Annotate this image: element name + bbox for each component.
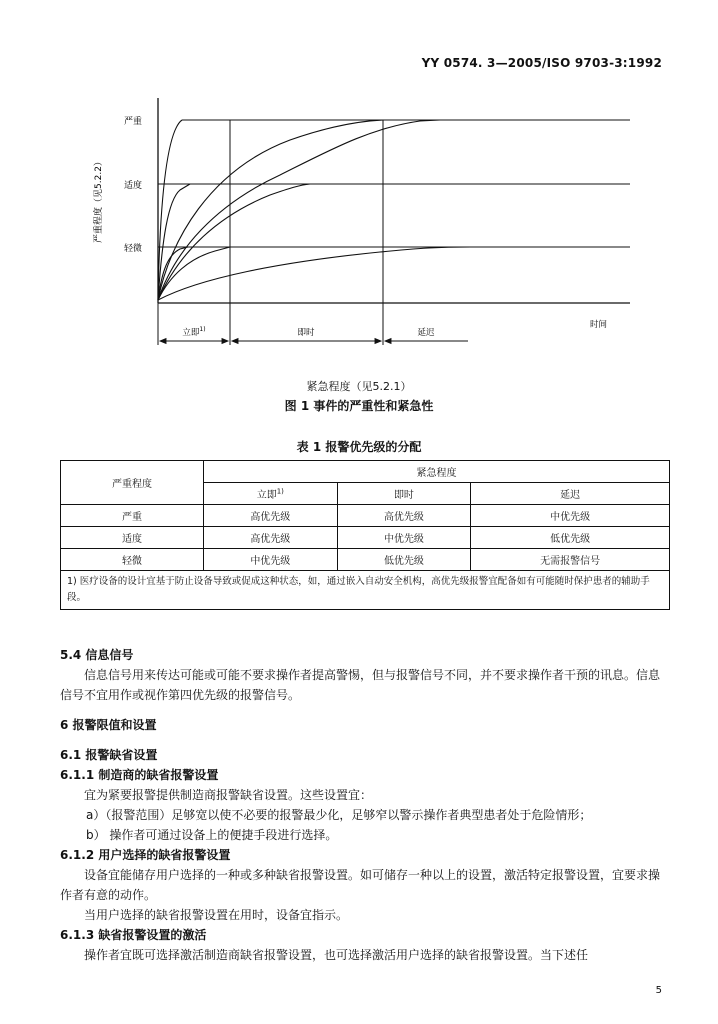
row-severity: 严重: [61, 505, 204, 527]
table-caption: 表 1 报警优先级的分配: [296, 440, 422, 454]
urgency-superscript: 1): [199, 326, 206, 333]
table-footnote: 1) 医疗设备的设计宜基于防止设备导致或促成这种状态，如，通过嵌入自动安全机构，高优先级报警宜配备如有可能随时保护患者的辅助手段。: [61, 571, 670, 610]
severity-urgency-figure: [0, 0, 718, 400]
urgency-note: 紧急程度（见5.2.1）: [306, 380, 412, 393]
page-number: 5: [655, 985, 662, 996]
curve-minor-prompt: [158, 247, 230, 300]
y-axis-label: 严重程度（见5.2.2）: [94, 157, 104, 243]
table-cell: 低优先级: [337, 549, 471, 571]
alarm-priority-table: [60, 460, 670, 610]
row-severity: 轻微: [61, 549, 204, 571]
section-heading: 6 报警限值和设置: [60, 718, 157, 732]
paragraph: 操作者宜既可选择激活制造商缺省报警设置，也可选择激活用户选择的缺省报警设置。当下述任: [84, 948, 589, 962]
table-row: [61, 549, 670, 571]
standard-code: YY 0574. 3—2005/ISO 9703-3:1992: [421, 56, 662, 70]
paragraph: 信息信号用来传达可能或可能不要求操作者提高警惕，但与报警信号不同，并不要求操作者干预的讯息。信息信号不宜用作或视作第四优先级的报警信号。: [60, 668, 661, 702]
col-header-severity: 严重程度: [61, 461, 204, 505]
level-label-moderate: 适度: [123, 181, 142, 191]
paragraph: 当用户选择的缺省报警设置在用时，设备宜指示。: [84, 908, 349, 922]
section-heading: 6.1.1 制造商的缺省报警设置: [60, 768, 219, 782]
section-heading: 5.4 信息信号: [60, 648, 134, 662]
level-label-severe: 严重: [123, 117, 142, 127]
col-header-urgency: 紧急程度: [204, 461, 670, 483]
table-header-row: [61, 461, 670, 483]
urgency-label-delayed: 延迟: [417, 328, 435, 338]
section-heading: 6.1.3 缺省报警设置的激活: [60, 928, 207, 942]
figure-caption: 图 1 事件的严重性和紧急性: [284, 399, 434, 413]
body-text: [60, 645, 670, 965]
paragraph: 设备宜能储存用户选择的一种或多种缺省报警设置。如可储存一种以上的设置，激活特定报警设置，宜要求操作者有意的动作。: [60, 868, 661, 902]
table-row: [61, 527, 670, 549]
col-header-immediate: [204, 483, 338, 505]
table-row: [61, 505, 670, 527]
table-cell: 高优先级: [204, 527, 338, 549]
table-cell: 中优先级: [471, 505, 670, 527]
col-header-immediate-text: 立即: [256, 490, 277, 501]
curve-severe-prompt: [158, 120, 383, 300]
col-header-superscript: 1): [276, 487, 284, 496]
level-label-minor: 轻微: [123, 244, 142, 254]
urgency-label-prompt: 即时: [297, 328, 315, 338]
section-heading: 6.1.2 用户选择的缺省报警设置: [60, 848, 231, 862]
urgency-label-immediate-text: 立即: [182, 328, 200, 338]
section-heading: 6.1 报警缺省设置: [60, 748, 158, 762]
list-item: b） 操作者可通过设备上的便捷手段进行选择。: [86, 828, 338, 842]
table-footnote-row: [61, 571, 670, 610]
table-cell: 中优先级: [337, 527, 471, 549]
list-item: a）（报警范围）足够宽以使不必要的报警最少化，足够窄以警示操作者典型患者处于危险情形；: [86, 808, 592, 822]
row-severity: 适度: [61, 527, 204, 549]
table-cell: 中优先级: [204, 549, 338, 571]
table-cell: 高优先级: [204, 505, 338, 527]
x-axis-label: 时间: [590, 320, 608, 330]
paragraph: 宜为紧要报警提供制造商报警缺省设置。这些设置宜：: [84, 788, 373, 802]
urgency-label-immediate: [182, 326, 205, 338]
table-cell: 无需报警信号: [471, 549, 670, 571]
curve-severe-delayed: [158, 120, 440, 300]
col-header-prompt: 即时: [337, 483, 471, 505]
table-cell: 高优先级: [337, 505, 471, 527]
table-cell: 低优先级: [471, 527, 670, 549]
col-header-delayed: 延迟: [471, 483, 670, 505]
